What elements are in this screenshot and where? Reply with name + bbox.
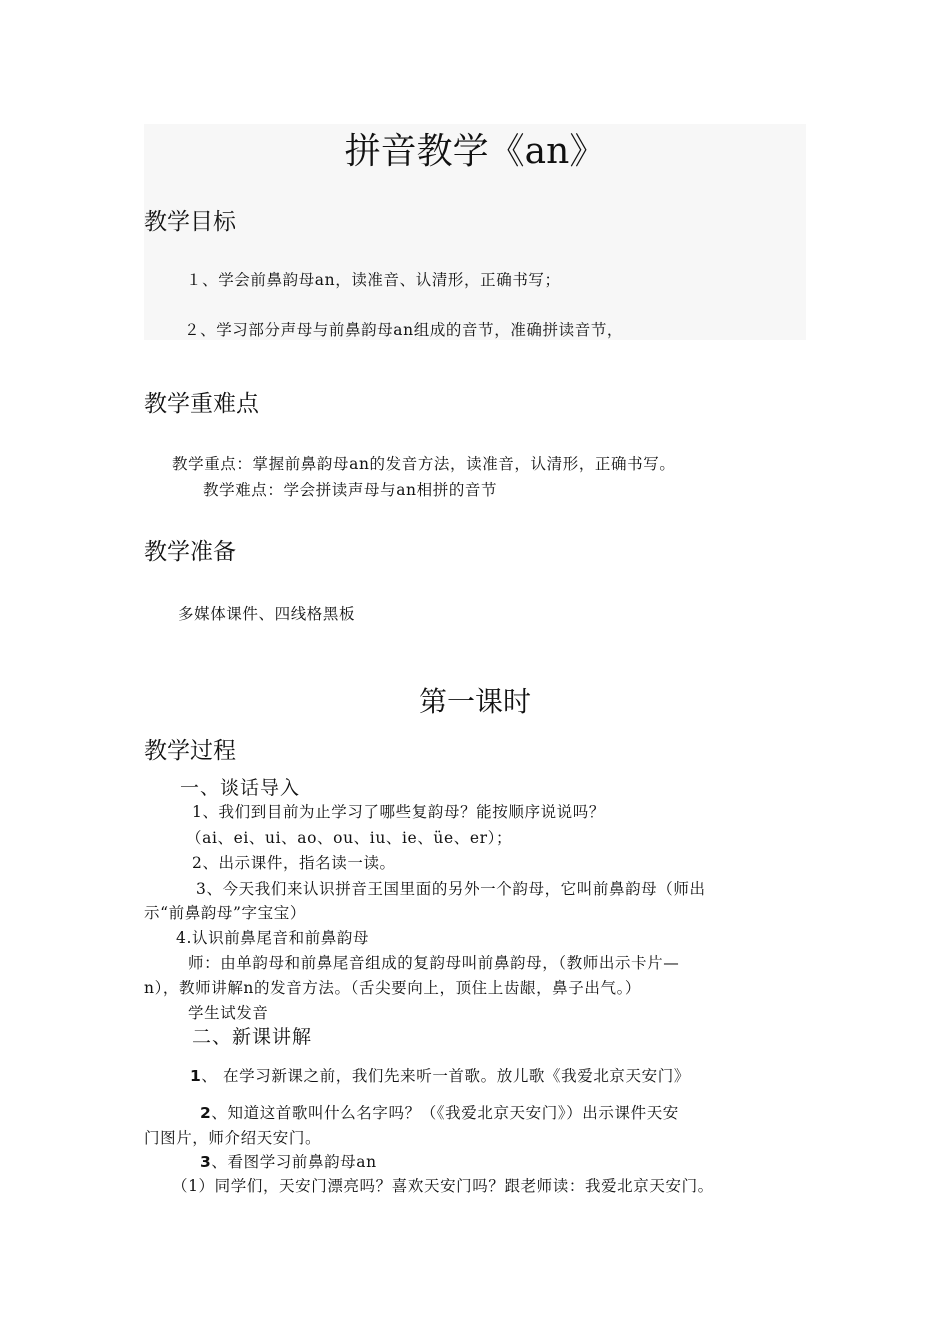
process-heading: 教学过程 xyxy=(144,738,236,764)
part2-step-2a xyxy=(200,1101,679,1125)
goal-item-1: １、学会前鼻韵母an，读准音、认清形，正确书写； xyxy=(186,271,561,289)
step-1-text: 、 在学习新课之前，我们先来听一首歌。放儿歌《我爱北京天安门》 xyxy=(201,1067,690,1085)
part1-line-3: 2、出示课件，指名读一读。 xyxy=(192,854,396,872)
part1-line-5: 4.认识前鼻尾音和前鼻韵母 xyxy=(176,929,370,947)
part1-title: 一、谈话导入 xyxy=(180,777,301,799)
key-point-line: 教学重点：掌握前鼻韵母an的发音方法，读准音，认清形，正确书写。 xyxy=(172,455,676,473)
part1-line-1: 1、我们到目前为止学习了哪些复韵母？能按顺序说说吗？ xyxy=(192,803,605,821)
goal-item-2: ２、学习部分声母与前鼻韵母an组成的音节，准确拼读音节， xyxy=(184,321,624,339)
part2-step-2b: 门图片，师介绍天安门。 xyxy=(144,1129,322,1147)
prep-heading: 教学准备 xyxy=(144,539,236,565)
step-2-number: 2 xyxy=(200,1104,212,1122)
part1-line-4b: 示“前鼻韵母”字宝宝） xyxy=(144,904,306,922)
part1-line-6b: n），教师讲解n的发音方法。（舌尖要向上，顶住上齿龈，鼻子出气。） xyxy=(144,979,642,997)
part2-step-3 xyxy=(200,1150,377,1174)
key-points-heading: 教学重难点 xyxy=(144,391,259,417)
step-3-text: 、看图学习前鼻韵母an xyxy=(211,1153,377,1171)
step-1-number: 1 xyxy=(190,1067,202,1085)
prep-text: 多媒体课件、四线格黑板 xyxy=(178,605,356,623)
step-3-number: 3 xyxy=(200,1153,212,1171)
part2-title: 二、新课讲解 xyxy=(192,1026,313,1048)
step-2-text: 、知道这首歌叫什么名字吗？（《我爱北京天安门》）出示课件天安 xyxy=(211,1104,679,1122)
part1-line-4a: 3、今天我们来认识拼音王国里面的另外一个韵母，它叫前鼻韵母（师出 xyxy=(196,880,706,898)
part1-line-6a: 师：由单韵母和前鼻尾音组成的复韵母叫前鼻韵母，（教师出示卡片— xyxy=(188,954,680,972)
part1-line-7: 学生试发音 xyxy=(188,1004,269,1022)
lesson-heading: 第一课时 xyxy=(418,685,531,718)
goals-heading: 教学目标 xyxy=(144,209,236,235)
part1-line-2: （ai、ei、ui、ao、ou、iu、ie、üe、er）； xyxy=(186,829,513,847)
page-title: 拼音教学《an》 xyxy=(344,131,606,172)
part2-step-1 xyxy=(190,1064,690,1088)
part2-step-3-sub: （1）同学们，天安门漂亮吗？喜欢天安门吗？跟老师读：我爱北京天安门。 xyxy=(172,1177,714,1195)
difficulty-line: 教学难点：学会拼读声母与an相拼的音节 xyxy=(203,481,498,499)
